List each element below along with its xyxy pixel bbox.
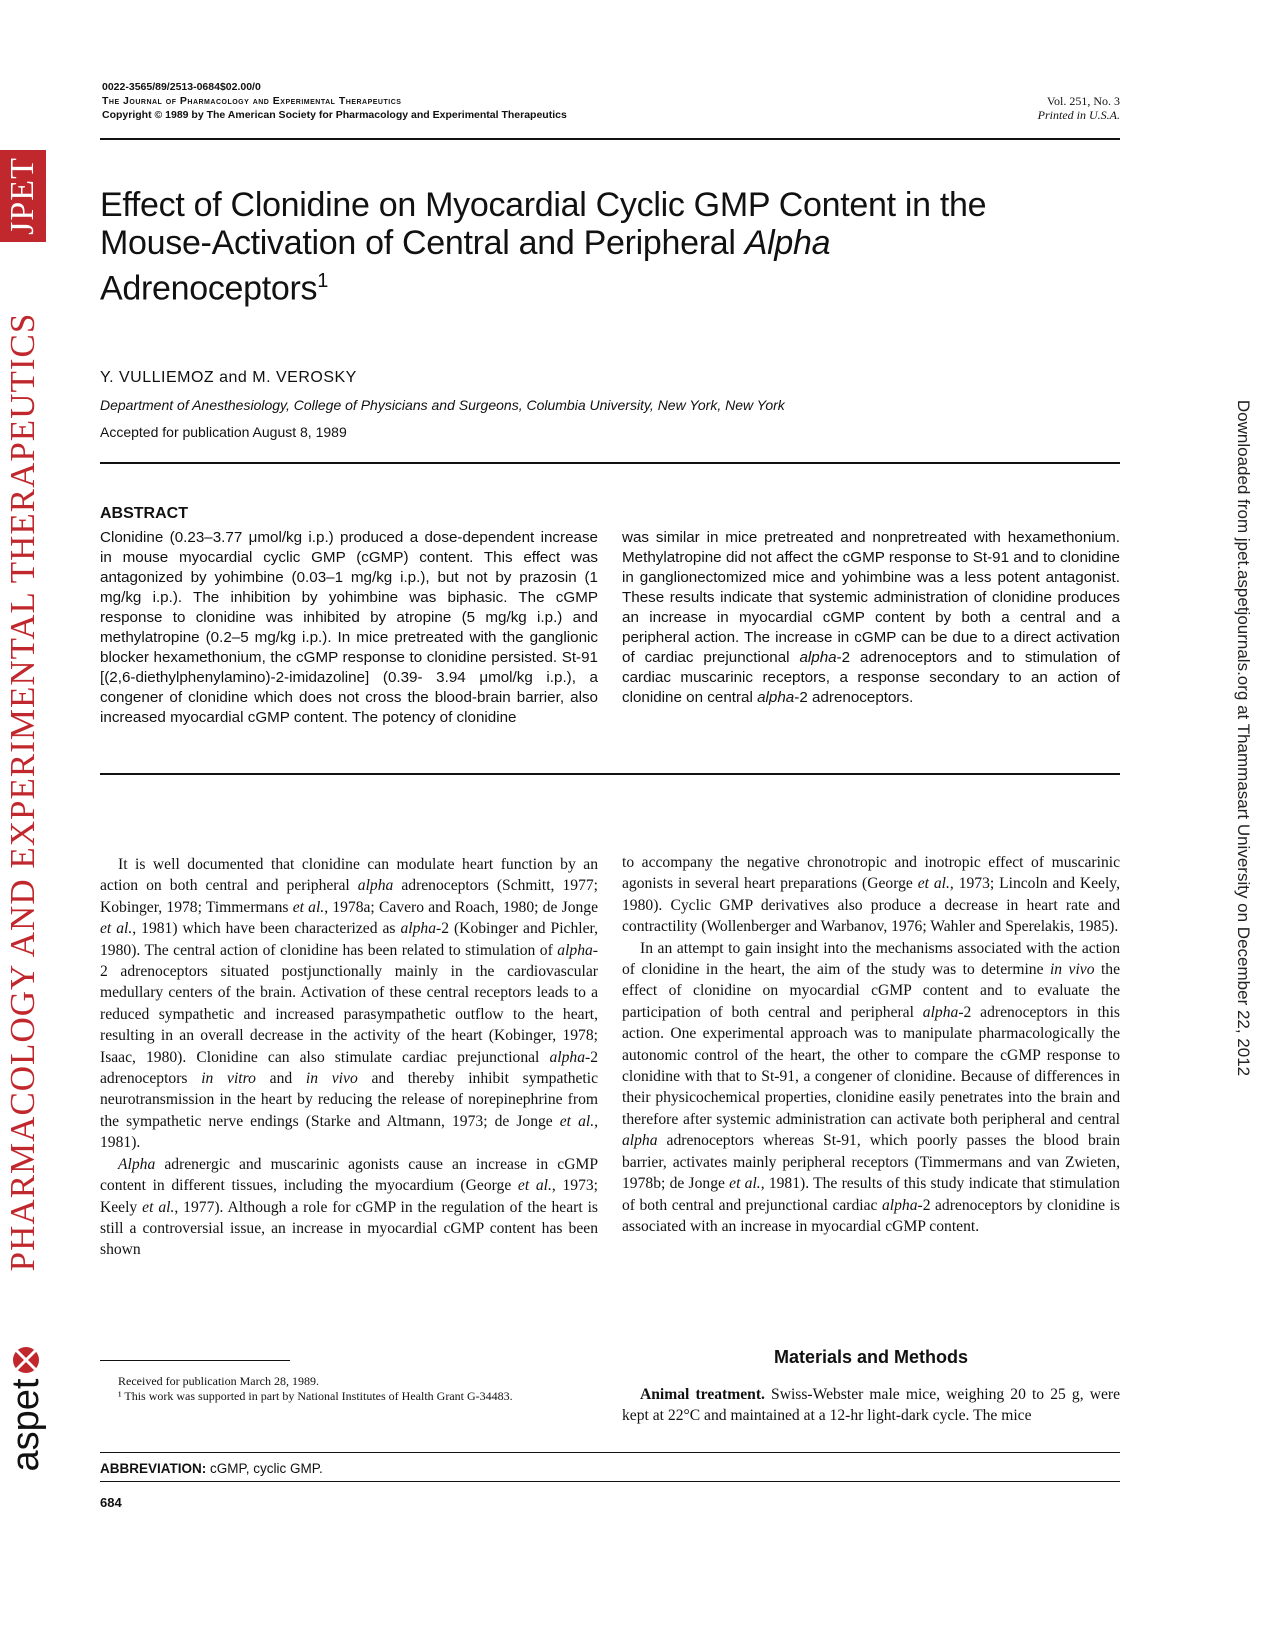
intro-paragraph-3: to accompany the negative chronotropic and inotropic effect of muscarinic agonists in several heart preparations (George et al., 1973; Lincoln and Keely, 1980). Cyclic GMP derivatives also produce a decrease in heart rate and contractility (Wollenberger and Warbanov, 1976; Wahler and Sperelakis, 1985). xyxy=(622,854,1120,936)
download-note: Downloaded from jpet.aspetjournals.org at Thammasart University on December 22, 2012 xyxy=(1234,399,1253,1077)
abstract-heading: ABSTRACT xyxy=(100,505,188,522)
intro-paragraph-1: It is well documented that clonidine can modulate heart function by an action on both central and peripheral alpha adrenoceptors (Schmitt, 1977; Kobinger, 1978; Timmermans et al., 1978a; Cavero and Roach, 1980; de Jonge et al., 1981) which have been characterized as alpha-2 (Kobinger and Pichler, 1980). The central action of clonidine has been related to stimulation of alpha-2 adrenoceptors situated postjunctionally mainly in the cardiovascular medullary centers of the brain. Activation of these central receptors leads to a reduced sympathetic and increased parasympathetic outflow to the heart, resulting in an overall decrease in the activity of the heart (Kobinger, 1978; Isaac, 1980). Clonidine can also stimulate cardiac prejunctional alpha-2 adrenoceptors in vitro and in vivo and thereby inhibit sympathetic neurotransmission in the heart by reducing the release of norepinephrine from the sympathetic nerve endings (Starke and Altmann, 1973; de Jonge et al., 1981). xyxy=(100,856,599,1152)
support-note: ¹ This work was supported in part by National Institutes of Health Grant G-34483. xyxy=(118,1389,513,1403)
intro-paragraph-2: Alpha adrenergic and muscarinic agonists cause an increase in cGMP content in different tissues, including the myocardium (George et al., 1973; Keely et al., 1977). Although a role for cGMP in the regulation of the heart is still a controversial issue, an increase in myocardial cGMP content has been shown xyxy=(100,1155,598,1259)
volume-number: Vol. 251, No. 3 xyxy=(1046,94,1120,108)
body-right-column xyxy=(622,852,1120,1237)
intro-paragraph-4: In an attempt to gain insight into the mechanisms associated with the action of clonidine in the heart, the aim of the study was to determine in vivo the effect of clonidine on myocardial cGMP content and to evaluate the participation of both central and peripheral alpha-2 adrenoceptors in this action. One experimental approach was to manipulate pharmacologically the autonomic control of the heart, the other to compare the cGMP response to clonidine with that to St-91, a congener of clonidine. Because of differences in their physicochemical properties, clonidine easily penetrates into the brain and therefore after systemic administration can activate both peripheral and central alpha adrenoceptors whereas St-91, which poorly passes the blood brain barrier, activates mainly peripheral receptors (Timmermans and van Zwieten, 1978b; de Jonge et al., 1981). The results of this study indicate that stimulation of both central and prejunctional cardiac alpha-2 adrenoceptors by clonidine is associated with an increase in myocardial cGMP content. xyxy=(622,939,1121,1235)
jpet-badge-label: JPET xyxy=(4,157,41,235)
aspet-logo xyxy=(4,1330,48,1500)
journal-vertical-title: PHARMACOLOGY AND EXPERIMENTAL THERAPEUTICS xyxy=(3,312,42,1272)
copyright-line: Copyright © 1989 by The American Society for Pharmacology and Experimental Therapeutics xyxy=(102,109,567,121)
header-rule xyxy=(100,138,1120,140)
affiliation: Department of Anesthesiology, College of Physicians and Surgeons, Columbia University, New York, New York xyxy=(100,397,785,413)
volume-info xyxy=(1030,94,1120,122)
article-code: 0022-3565/89/2513-0684$02.00/0 xyxy=(102,81,261,93)
article-title xyxy=(100,186,1100,307)
journal-name: The Journal of Pharmacology and Experimental Therapeutics xyxy=(102,95,402,107)
footnotes xyxy=(100,1374,598,1404)
accepted-date: Accepted for publication August 8, 1989 xyxy=(100,424,347,440)
abstract-rule xyxy=(100,773,1120,775)
svg-text:aspet: aspet xyxy=(5,1378,47,1472)
journal-header xyxy=(102,80,567,122)
page-number: 684 xyxy=(100,1495,122,1510)
abstract-right-column: was similar in mice pretreated and nonpretreated with hexamethonium. Methylatropine did not affect the cGMP response to St-91 and to clonidine in ganglionectomized mice and yohimbine was a less potent antagonist. These results indicate that systemic administration of clonidine produces an increase in myocardial cGMP content by both a central and a peripheral action. The increase in cGMP can be due to a direct activation of cardiac prejunctional alpha-2 adrenoceptors and to stimulation of cardiac muscarinic receptors, a response secondary to an action of clonidine on central alpha-2 adrenoceptors. xyxy=(622,529,1120,706)
abstract-left-column: Clonidine (0.23–3.77 μmol/kg i.p.) produced a dose-dependent increase in mouse myocardial cyclic GMP (cGMP) content. This effect was antagonized by yohimbine (0.03–1 mg/kg i.p.), but not by prazosin (1 mg/kg i.p.). The inhibition by yohimbine was biphasic. The cGMP response to clonidine was inhibited by atropine (5 mg/kg i.p.) and methylatropine (0.2–5 mg/kg i.p.). In mice pretreated with the ganglionic blocker hexamethonium, the cGMP response to clonidine persisted. St-91 [(2,6-diethylphenylamino)-2-imidazoline] (0.39- 3.94 μmol/kg i.p.), a congener of clonidine which does not cross the blood-brain barrier, also increased myocardial cGMP content. The potency of clonidine xyxy=(100,529,598,726)
abbreviation-note: ABBREVIATION: cGMP, cyclic GMP. xyxy=(100,1461,323,1476)
footnote-rule xyxy=(100,1360,290,1361)
authors: Y. VULLIEMOZ and M. VEROSKY xyxy=(100,369,357,386)
title-line-1: Effect of Clonidine on Myocardial Cyclic GMP Content in the xyxy=(100,186,987,224)
received-note: Received for publication March 28, 1989. xyxy=(118,1374,319,1388)
bottom-rule xyxy=(100,1481,1120,1482)
title-line-3: Adrenoceptors$^1$ xyxy=(100,269,329,308)
title-line-2: Mouse-Activation of Central and Peripheral Alpha xyxy=(100,224,831,262)
printed-in: Printed in U.S.A. xyxy=(1037,108,1120,122)
title-rule xyxy=(100,462,1120,464)
bottom-rule-top xyxy=(100,1452,1120,1453)
methods-paragraph: Animal treatment. Swiss-Webster male mice, weighing 20 to 25 g, were kept at 22°C and maintained at a 12-hr light-dark cycle. The mice xyxy=(622,1386,1120,1425)
body-left-column xyxy=(100,854,598,1261)
section-heading-methods: Materials and Methods xyxy=(773,1347,969,1367)
